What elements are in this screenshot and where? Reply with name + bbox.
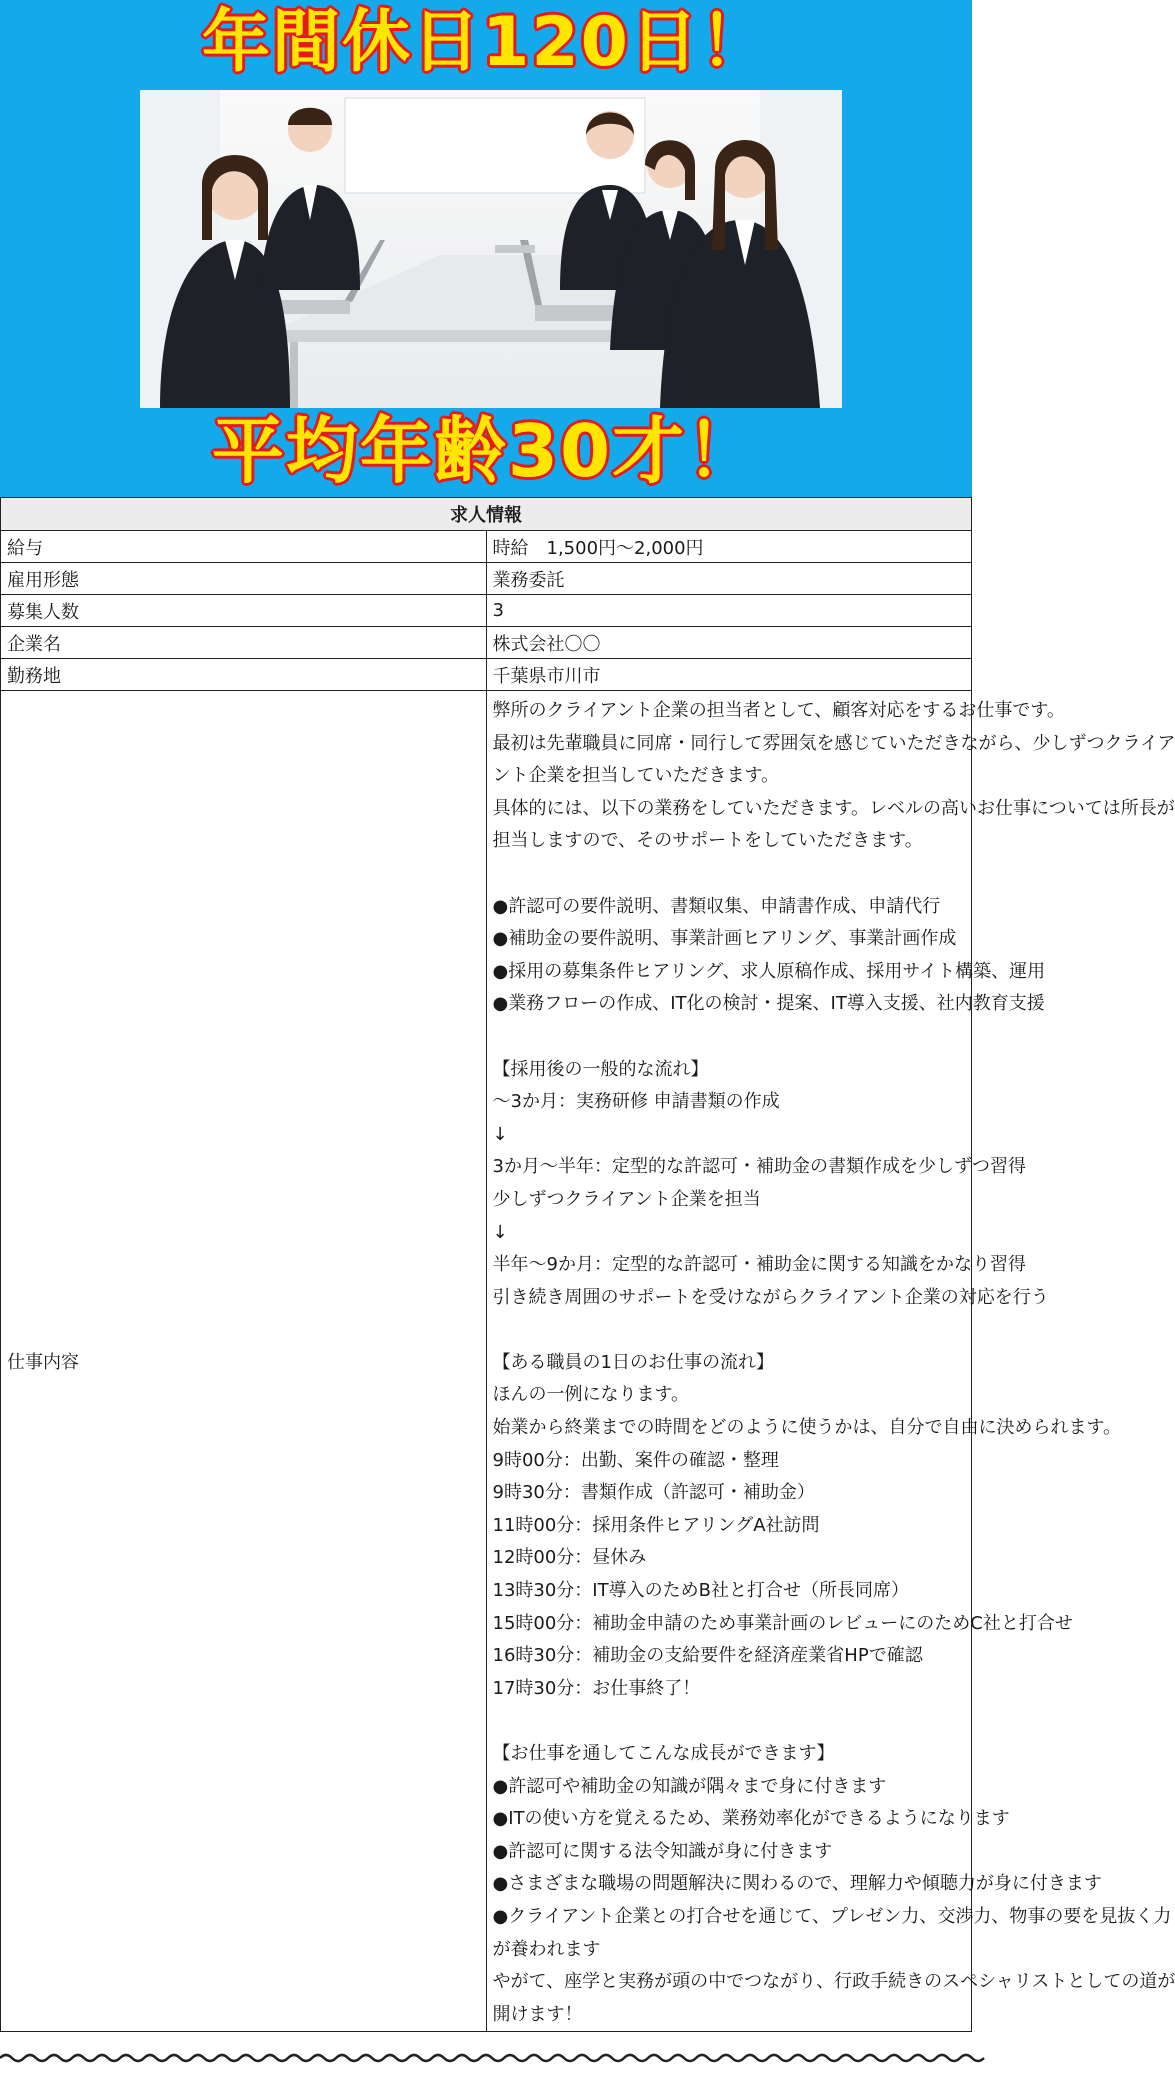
description-line: 【ある職員の1日のお仕事の流れ】 [492, 1351, 774, 1373]
company-value: 株式会社〇〇 [486, 627, 972, 659]
table-row [1, 659, 972, 691]
description-line: ↓ [492, 1221, 508, 1243]
description-line: 始業から終業までの時間をどのように使うかは、自分で自由に決められます。 [492, 1417, 1122, 1439]
blank-line [493, 1314, 962, 1347]
table-row [1, 531, 972, 563]
location-label: 勤務地 [1, 659, 487, 691]
office-team-photo [140, 90, 842, 408]
table-title: 求人情報 [1, 498, 972, 531]
description-line: ↓ [492, 1123, 508, 1145]
description-line: が養われます [492, 1938, 601, 1960]
description-line: 3か月～半年：定型的な許認可・補助金の書類作成を少しずつ習得 [492, 1156, 1026, 1178]
description-line: やがて、座学と実務が頭の中でつながり、行政手続きのスペシャリストとしての道が [492, 1971, 1175, 1993]
employment-type-value: 業務委託 [486, 563, 972, 595]
description-line: 16時30分：補助金の支給要件を経済産業省HPで確認 [492, 1645, 923, 1667]
headline-average-age: 平均年齢30才！ [211, 409, 761, 493]
description-line: 弊所のクライアント企業の担当者として、顧客対応をするお仕事です。 [492, 700, 1065, 721]
table-row [1, 691, 972, 2032]
company-label: 企業名 [1, 627, 487, 659]
team-photo-illustration [140, 90, 842, 408]
openings-value: 3 [486, 595, 972, 627]
description-line: 具体的には、以下の業務をしていただきます。レベルの高いお仕事については所長が [492, 797, 1175, 819]
salary-value: 時給 1,500円～2,000円 [486, 531, 972, 563]
description-line: ●許認可や補助金の知識が隅々まで身に付きます [492, 1775, 887, 1797]
description-line: ●業務フローの作成、IT化の検討・提案、IT導入支援、社内教育支援 [492, 993, 1045, 1015]
blank-line [493, 1705, 962, 1738]
description-line: 9時30分：書類作成（許認可・補助金） [492, 1482, 815, 1504]
headline-holidays: 年間休日120日！ [202, 3, 770, 82]
description-line: ●許認可に関する法令知識が身に付きます [492, 1840, 833, 1862]
description-line: 9時00分：出勤、案件の確認・整理 [492, 1449, 779, 1471]
description-line: ●さまざまな職場の問題解決に関わるので、理解力や傾聴力が身に付きます [492, 1873, 1102, 1895]
job-description-label: 仕事内容 [1, 691, 487, 2032]
description-line: ●クライアント企業との打合せを通じて、プレゼン力、交渉力、物事の要を見抜く力 [492, 1905, 1172, 1927]
description-line: 17時30分：お仕事終了！ [492, 1677, 701, 1699]
table-row [1, 595, 972, 627]
description-line: ●補助金の要件説明、事業計画ヒアリング、事業計画作成 [492, 928, 957, 950]
description-line: ●許認可の要件説明、書類収集、申請書作成、申請代行 [492, 895, 941, 917]
openings-label: 募集人数 [1, 595, 487, 627]
description-line: 【お仕事を通してこんな成長ができます】 [492, 1743, 835, 1764]
job-description-lines [492, 695, 1175, 2031]
description-line: ント企業を担当していただきます。 [492, 765, 780, 787]
torn-edge-wave [0, 2048, 972, 2092]
description-line: 少しずつクライアント企業を担当 [492, 1188, 761, 1210]
description-line: 13時30分：IT導入のためB社と打合せ（所長同席） [492, 1580, 909, 1602]
description-line: 担当しますので、そのサポートをしていただきます。 [492, 830, 923, 852]
job-description [486, 691, 1175, 2032]
description-line: 【採用後の一般的な流れ】 [492, 1058, 709, 1080]
description-line: 半年～9か月：定型的な許認可・補助金に関する知識をかなり習得 [492, 1254, 1026, 1276]
location-value: 千葉県市川市 [486, 659, 972, 691]
description-line: 引き続き周囲のサポートを受けながらクライアント企業の対応を行う [492, 1286, 1049, 1308]
blank-line [493, 1021, 962, 1054]
description-line: ～3か月：実務研修 申請書類の作成 [492, 1091, 780, 1113]
description-line: ほんの一例になります。 [492, 1384, 690, 1406]
description-line: ●ITの使い方を覚えるため、業務効率化ができるようになります [492, 1808, 1010, 1830]
description-line: 開けます！ [492, 2003, 583, 2025]
employment-type-label: 雇用形態 [1, 563, 487, 595]
description-line: 11時00分：採用条件ヒアリングA社訪問 [492, 1514, 820, 1536]
blank-line [493, 858, 962, 891]
job-info-table [0, 497, 1175, 2032]
hero-banner [0, 0, 972, 497]
table-row [1, 627, 972, 659]
salary-label: 給与 [1, 531, 487, 563]
description-line: 最初は先輩職員に同席・同行して雰囲気を感じていただきながら、少しずつクライア [492, 732, 1175, 754]
description-line: 15時00分：補助金申請のため事業計画のレビューにのためC社と打合せ [492, 1612, 1073, 1634]
table-row [1, 563, 972, 595]
description-line: ●採用の募集条件ヒアリング、求人原稿作成、採用サイト構築、運用 [492, 960, 1046, 982]
description-line: 12時00分：昼休み [492, 1547, 647, 1569]
